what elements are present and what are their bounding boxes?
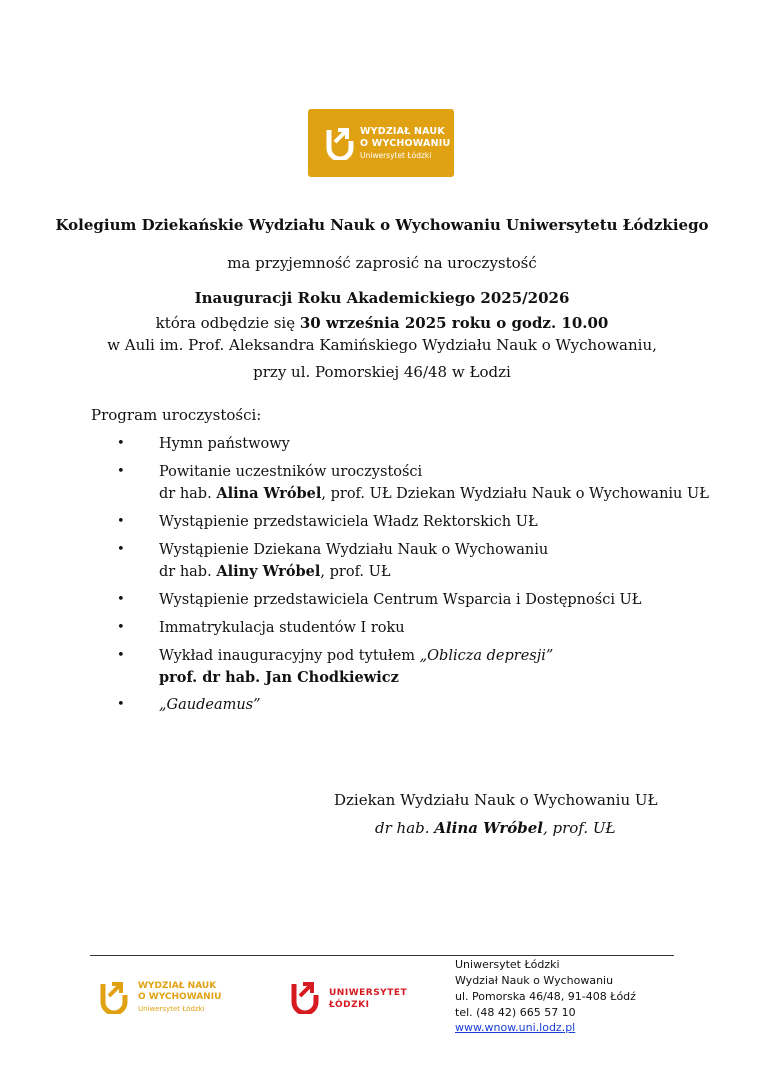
footer-logo1-line1: WYDZIAŁ NAUK [138,981,217,991]
program-item-2-sub [159,483,709,505]
program-title: Program uroczystości: [91,406,262,424]
address-web [455,1020,575,1035]
address-line3: ul. Pomorska 46/48, 91-408 Łódź [455,990,636,1003]
address-line2: Wydział Nauk o Wychowaniu [455,974,614,987]
program-item-8: „Gaudeamus” [159,697,261,713]
signature-name [375,818,616,838]
event-title: Inauguracji Roku Akademickiego 2025/2026 [194,289,570,307]
logo-line1: WYDZIAŁ NAUK [360,126,445,137]
footer-divider [90,955,674,956]
website-link[interactable]: www.wnow.uni.lodz.pl [455,1021,576,1034]
faculty-logo [308,109,454,177]
venue-line2: przy ul. Pomorskiej 46/48 w Łodzi [253,363,511,381]
logo-line2: O WYCHOWANIU [360,138,451,149]
organizer-heading: Kolegium Dziekańskie Wydziału Nauk o Wychowaniu Uniwersytetu Łódzkiego [55,216,709,234]
date-value: 30 września 2025 roku o godz. 10.00 [299,314,609,332]
lecture-title: „Oblicza depresji” [419,648,554,664]
footer-faculty-logo [100,978,230,1018]
dean-name: Alina Wróbel [216,485,322,502]
program-item-1: Hymn państwowy [159,436,290,452]
bullet: • [117,464,125,479]
dean-name: Aliny Wróbel [216,563,321,580]
bullet: • [117,697,125,712]
faculty-logo-icon [100,980,128,1014]
signature-title: Dziekan Wydziału Nauk o Wychowaniu UŁ [334,791,658,809]
bullet: • [117,436,125,451]
venue-line1: w Auli im. Prof. Aleksandra Kamińskiego Wydziału Nauk o Wychowaniu, [107,336,657,354]
program-item-7 [159,646,553,667]
invite-text: ma przyjemność zaprosić na uroczystość [227,254,537,272]
program-item-2: Powitanie uczestników uroczystości [159,464,423,480]
lecturer-name: prof. dr hab. Jan Chodkiewicz [159,669,399,686]
bullet: • [117,648,125,663]
sub-suffix: , prof. UŁ Dziekan Wydziału Nauk o Wychowaniu UŁ [321,486,709,502]
signature-suffix: , prof. UŁ [543,819,616,837]
address-line1: Uniwersytet Łódzki [455,958,560,971]
bullet: • [117,592,125,607]
program-item-3: Wystąpienie przedstawiciela Władz Rektorskich UŁ [159,514,538,530]
program-item-6: Immatrykulacja studentów I roku [159,620,405,636]
signature-prefix: dr hab. [375,819,435,837]
bullet: • [117,514,125,529]
event-date [0,313,764,333]
sub-prefix: dr hab. [159,564,217,580]
footer-university-logo [291,980,411,1020]
faculty-logo-icon [326,126,354,160]
program-item-5: Wystąpienie przedstawiciela Centrum Wsparcia i Dostępności UŁ [159,592,642,608]
program-item-4: Wystąpienie Dziekana Wydziału Nauk o Wychowaniu [159,542,549,558]
signature-person: Alina Wróbel [434,819,543,837]
sub-prefix: dr hab. [159,486,217,502]
bullet: • [117,542,125,557]
program-item-4-sub [159,561,391,583]
sub-suffix: , prof. UŁ [320,564,391,580]
footer-logo1-line3: Uniwersytet Łódzki [138,1005,205,1013]
bullet: • [117,620,125,635]
logo-line3: Uniwersytet Łódzki [360,151,432,160]
address-phone: tel. (48 42) 665 57 10 [455,1006,576,1019]
date-prefix: która odbędzie się [155,314,300,332]
university-logo-icon [291,980,319,1014]
lecture-prefix: Wykład inauguracyjny pod tytułem [159,648,420,664]
footer-logo2-line2: ŁÓDZKI [329,1000,370,1010]
footer-logo1-line2: O WYCHOWANIU [138,992,222,1002]
footer-logo2-line1: UNIWERSYTET [329,988,408,998]
